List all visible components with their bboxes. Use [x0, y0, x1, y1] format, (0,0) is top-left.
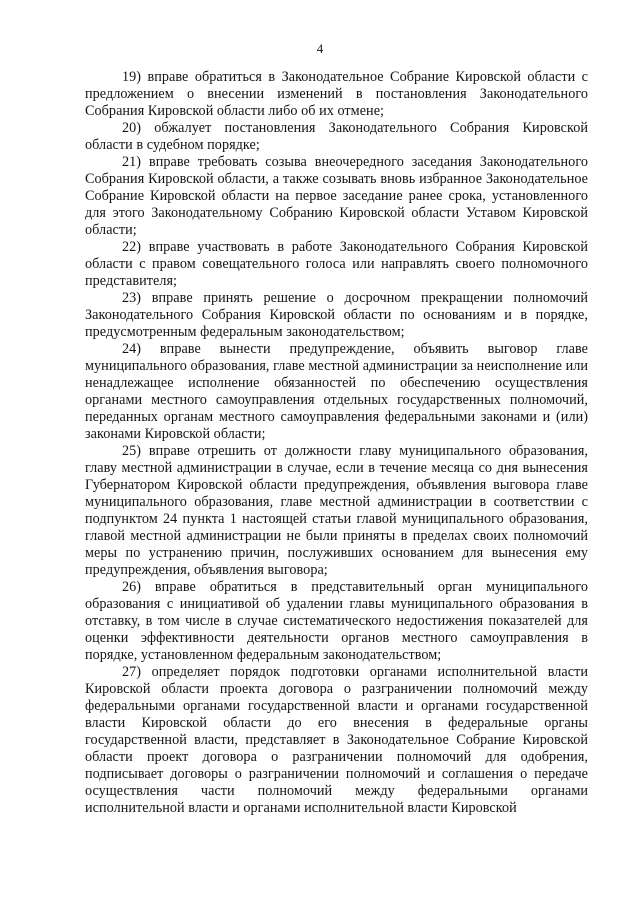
paragraph-19: 19) вправе обратиться в Законодательное Собрание Кировской области с предложением о внесении изменений в постановления Законодательного Собрания Кировской области либо об их отмене;	[85, 69, 588, 119]
paragraph-26: 26) вправе обратиться в представительный орган муниципального образования с инициативой об удалении главы муниципального образования в отставку, в том числе в случае систематического недостижения показателей для оценки эффективности деятельности органов местного самоуправления в порядке, установленном федеральным законодательством;	[85, 579, 588, 663]
page-number: 4	[316, 41, 324, 56]
paragraph-25: 25) вправе отрешить от должности главу муниципального образования, главу местной администрации в случае, если в течение месяца со дня вынесения Губернатором Кировской области предупреждения, объявления выговора главе муниципального образования, главе местной администрации в соответствии с подпунктом 24 пункта 1 настоящей статьи главой муниципального образования, главой местной администрации не были приняты в пределах своих полномочий меры по устранению причин, послуживших основанием для вынесения ему предупреждения, объявления выговора;	[85, 443, 588, 578]
paragraph-27: 27) определяет порядок подготовки органами исполнительной власти Кировской области проекта договора о разграничении полномочий между федеральными органами государственной власти и органами государственной власти Кировской области до его внесения в федеральные органы государственной власти, представляет в Законодательное Собрание Кировской области проект договора о разграничении полномочий для одобрения, подписывает договоры о разграничении полномочий и соглашения о передаче осуществления части полномочий между федеральными органами исполнительной власти и органами исполнительной власти Кировской	[85, 664, 588, 816]
paragraph-22: 22) вправе участвовать в работе Законодательного Собрания Кировской области с правом совещательного голоса или направлять своего полномочного представителя;	[85, 239, 588, 289]
document-body	[85, 69, 588, 817]
paragraph-24: 24) вправе вынести предупреждение, объявить выговор главе муниципального образования, главе местной администрации за неисполнение или ненадлежащее исполнение обязанностей по обеспечению осуществления органами местного самоуправления отдельных государственных полномочий, переданных органам местного самоуправления федеральными законами и (или) законами Кировской области;	[85, 341, 589, 442]
paragraph-23: 23) вправе принять решение о досрочном прекращении полномочий Законодательного Собрания Кировской области по основаниям и в порядке, предусмотренным федеральным законодательством;	[85, 290, 588, 340]
paragraph-20: 20) обжалует постановления Законодательного Собрания Кировской области в судебном порядке;	[85, 120, 588, 153]
paragraph-21: 21) вправе требовать созыва внеочередного заседания Законодательного Собрания Кировской области, а также созывать вновь избранное Законодательное Собрание Кировской области на первое заседание ранее срока, установленного для этого Законодательному Собранию Кировской области Уставом Кировской области;	[85, 154, 588, 238]
